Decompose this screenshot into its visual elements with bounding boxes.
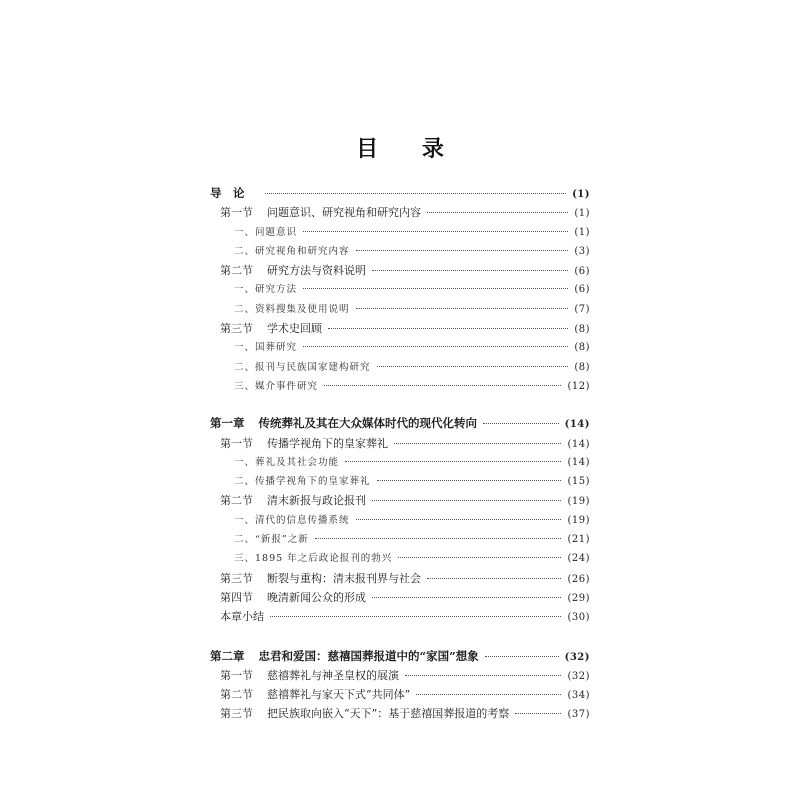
page-number: (21)	[567, 534, 590, 546]
page-number: (19)	[567, 514, 590, 526]
section-label: 第三节	[220, 322, 253, 336]
page-title: 目 录	[356, 136, 462, 162]
page-number: (14)	[567, 456, 590, 468]
dot-leader	[303, 231, 568, 232]
section-title: 晚清新闻公众的形成	[267, 590, 366, 604]
page-number: (1)	[572, 189, 590, 200]
chapter-title: 传统葬礼及其在大众媒体时代的现代化转向	[258, 416, 477, 431]
toc-chapter-summary[interactable]	[210, 607, 590, 626]
dot-leader	[483, 423, 559, 424]
page-number: (29)	[567, 592, 590, 604]
section-label: 第二节	[220, 264, 253, 278]
toc-chapter-intro[interactable]	[210, 184, 590, 203]
page-number: (6)	[574, 284, 590, 296]
section-title: 慈禧葬礼与神圣皇权的展演	[267, 668, 399, 682]
page-number: (8)	[574, 342, 590, 354]
toc-subsection[interactable]	[210, 223, 590, 242]
section-title: 学术史回顾	[267, 322, 322, 336]
page-number: (8)	[574, 324, 590, 336]
dot-leader	[427, 212, 568, 213]
toc-section[interactable]	[210, 491, 590, 510]
page-number: (32)	[567, 670, 590, 682]
section-title: 慈禧葬礼与家天下式“共同体”	[267, 688, 411, 702]
subsection-title: 三、1895 年之后政论报刊的勃兴	[234, 553, 393, 565]
dot-leader	[405, 675, 561, 676]
summary-title: 本章小结	[220, 610, 264, 624]
chapter-label: 导 论	[210, 186, 245, 200]
toc-chapter-1[interactable]	[210, 414, 590, 433]
dot-leader	[377, 366, 569, 367]
section-title: 清末新报与政论报刊	[267, 494, 366, 508]
dot-leader	[270, 616, 561, 617]
toc-subsection[interactable]	[210, 242, 590, 261]
toc-section[interactable]	[210, 704, 590, 723]
section-title: 问题意识、研究视角和研究内容	[267, 206, 421, 220]
page-number: (7)	[574, 303, 590, 315]
toc-section[interactable]	[210, 685, 590, 704]
toc-section[interactable]	[210, 569, 590, 588]
subsection-title: 一、研究方法	[234, 284, 298, 296]
toc-subsection[interactable]	[210, 453, 590, 472]
page-number: (26)	[567, 573, 590, 585]
section-label: 第三节	[220, 571, 253, 585]
toc-section[interactable]	[210, 203, 590, 222]
toc-chapter-2[interactable]	[210, 647, 590, 666]
toc-section[interactable]	[210, 434, 590, 453]
toc-subsection[interactable]	[210, 358, 590, 377]
dot-leader	[416, 694, 561, 695]
toc-subsection[interactable]	[210, 511, 590, 530]
section-label: 第二节	[220, 688, 253, 702]
dot-leader	[356, 308, 569, 309]
dot-leader	[356, 250, 569, 251]
subsection-title: 一、葬礼及其社会功能	[234, 456, 340, 468]
section-title: 传播学视角下的皇家葬礼	[267, 436, 388, 450]
dot-leader	[356, 519, 562, 520]
subsection-title: 二、资料搜集及使用说明	[234, 303, 350, 315]
page-number: (12)	[567, 380, 590, 392]
section-title: 研究方法与资料说明	[267, 264, 366, 278]
toc-subsection[interactable]	[210, 300, 590, 319]
dot-leader	[485, 656, 559, 657]
subsection-title: 二、传播学视角下的皇家葬礼	[234, 476, 371, 488]
page-number: (8)	[574, 361, 590, 373]
subsection-title: 二、“新报”之新	[234, 534, 309, 546]
toc-section[interactable]	[210, 319, 590, 338]
subsection-title: 三、媒介事件研究	[234, 380, 319, 392]
section-label: 第二节	[220, 494, 253, 508]
dot-leader	[372, 597, 561, 598]
dot-leader	[315, 538, 562, 539]
chapter-title: 忠君和爱国：慈禧国葬报道中的“家国”想象	[258, 648, 479, 663]
section-label: 第一节	[220, 206, 253, 220]
subsection-title: 一、清代的信息传播系统	[234, 514, 350, 526]
page-number: (6)	[574, 266, 590, 278]
page-number: (30)	[567, 612, 590, 624]
toc-subsection[interactable]	[210, 280, 590, 299]
toc-subsection[interactable]	[210, 338, 590, 357]
dot-leader	[345, 461, 561, 462]
dot-leader	[265, 193, 567, 194]
dot-leader	[377, 480, 562, 481]
section-title: 把民族取向嵌入“天下”：基于慈禧国葬报道的考察	[267, 707, 510, 721]
toc-section[interactable]	[210, 261, 590, 280]
table-of-contents	[210, 184, 590, 724]
chapter-label: 第二章	[210, 648, 245, 663]
page-number: (24)	[567, 553, 590, 565]
dot-leader	[372, 270, 568, 271]
page-number: (1)	[574, 226, 590, 238]
dot-leader	[303, 288, 568, 289]
page-number: (3)	[574, 245, 590, 257]
dot-leader	[515, 713, 561, 714]
page-number: (15)	[567, 476, 590, 488]
page-number: (37)	[567, 709, 590, 721]
page-number: (14)	[567, 438, 590, 450]
dot-leader	[303, 346, 568, 347]
section-label: 第一节	[220, 668, 253, 682]
page-number: (1)	[574, 208, 590, 220]
toc-section[interactable]	[210, 666, 590, 685]
toc-section[interactable]	[210, 588, 590, 607]
subsection-title: 二、报刊与民族国家建构研究	[234, 361, 371, 373]
section-label: 第三节	[220, 707, 253, 721]
section-label: 第一节	[220, 436, 253, 450]
page-number: (19)	[567, 496, 590, 508]
section-title: 断裂与重构：清末报刊界与社会	[267, 571, 421, 585]
chapter-label: 第一章	[210, 416, 245, 431]
toc-subsection[interactable]	[210, 472, 590, 491]
dot-leader	[372, 500, 561, 501]
toc-subsection[interactable]	[210, 549, 590, 568]
subsection-title: 一、国葬研究	[234, 342, 298, 354]
dot-leader	[427, 578, 561, 579]
section-label: 第四节	[220, 590, 253, 604]
page-number: (32)	[564, 651, 590, 663]
dot-leader	[398, 557, 561, 558]
dot-leader	[328, 328, 568, 329]
subsection-title: 二、研究视角和研究内容	[234, 245, 350, 257]
chapter-spacer	[210, 396, 590, 414]
page-number: (14)	[564, 419, 590, 431]
dot-leader	[394, 443, 561, 444]
toc-subsection[interactable]	[210, 530, 590, 549]
dot-leader	[324, 385, 561, 386]
chapter-spacer	[210, 627, 590, 647]
page-number: (34)	[567, 690, 590, 702]
toc-subsection[interactable]	[210, 377, 590, 396]
subsection-title: 一、问题意识	[234, 226, 298, 238]
